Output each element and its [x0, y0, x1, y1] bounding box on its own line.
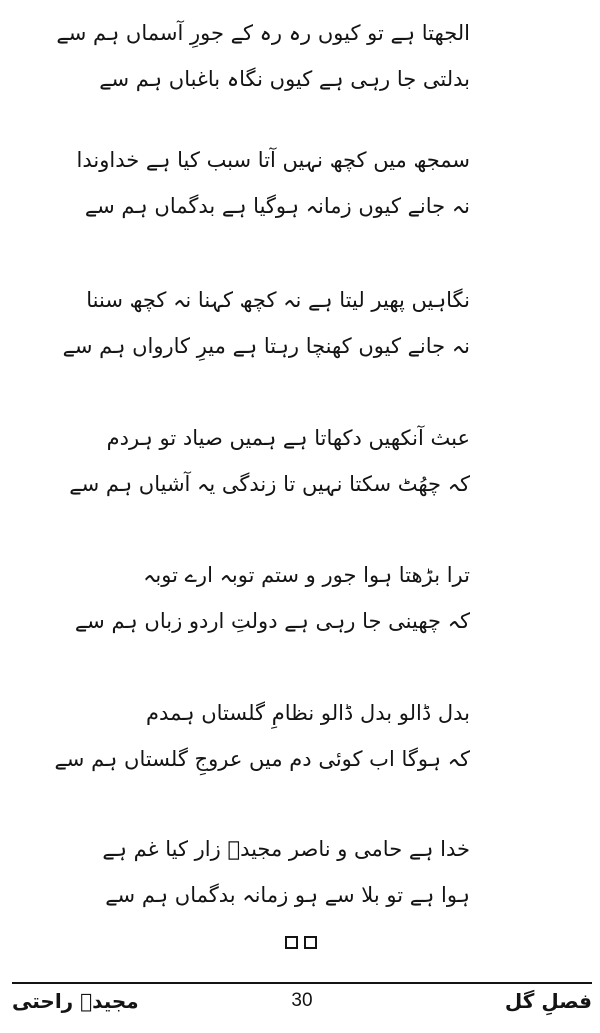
stanza: [56, 10, 470, 102]
verse-line: کہ ہوگا اب کوئی دم میں عروجِ گلستاں ہم سے: [54, 747, 470, 771]
book-title: فصلِ گل: [504, 989, 592, 1013]
verse-line: خدا ہے حامی و ناصر مجیدؔ زار کیا غم ہے: [102, 837, 470, 861]
verse-line: نہ جانے کیوں کھنچا رہتا ہے میرِ کارواں ہم سے: [62, 334, 470, 358]
stanza: [62, 277, 470, 369]
square-ornament-icon: [304, 936, 317, 949]
verse-line: سمجھ میں کچھ نہیں آتا سبب کیا ہے خداوندا: [76, 148, 470, 172]
verse-line: ہوا ہے تو بلا سے ہو زمانہ بدگماں ہم سے: [105, 883, 470, 907]
verse-line: کہ چھینی جا رہی ہے دولتِ اردو زباں ہم سے: [74, 609, 470, 633]
stanza: [54, 690, 470, 782]
verse-line: بدلتی جا رہی ہے کیوں نگاہ باغباں ہم سے: [99, 67, 470, 91]
page-footer: [12, 986, 592, 1016]
verse-line: عبث آنکھیں دکھاتا ہے ہمیں صیاد تو ہردم: [106, 426, 470, 450]
verse-line: الجھتا ہے تو کیوں رہ رہ کے جورِ آسماں ہم سے: [56, 21, 470, 45]
stanza: [102, 826, 470, 918]
verse-line: ترا بڑھتا ہوا جور و ستم توبہ ارے توبہ: [143, 563, 470, 587]
stanza: [74, 552, 470, 644]
verse-line: کہ چھُٹ سکتا نہیں تا زندگی یہ آشیاں ہم سے: [69, 472, 470, 496]
verse-line: نہ جانے کیوں زمانہ ہوگیا ہے بدگماں ہم سے: [84, 194, 470, 218]
verse-line: بدل ڈالو بدل ڈالو نظامِ گلستاں ہمدم: [146, 701, 470, 725]
page-number: 30: [291, 990, 313, 1011]
footer-divider: [12, 982, 592, 984]
square-ornament-icon: [285, 936, 298, 949]
stanza: [69, 415, 470, 507]
stanza: [76, 137, 470, 229]
end-of-poem-mark: [285, 936, 325, 950]
author-name: مجیدؔ راحتی: [12, 989, 139, 1013]
verse-line: نگاہیں پھیر لیتا ہے نہ کچھ کہنا نہ کچھ سننا: [86, 288, 470, 312]
